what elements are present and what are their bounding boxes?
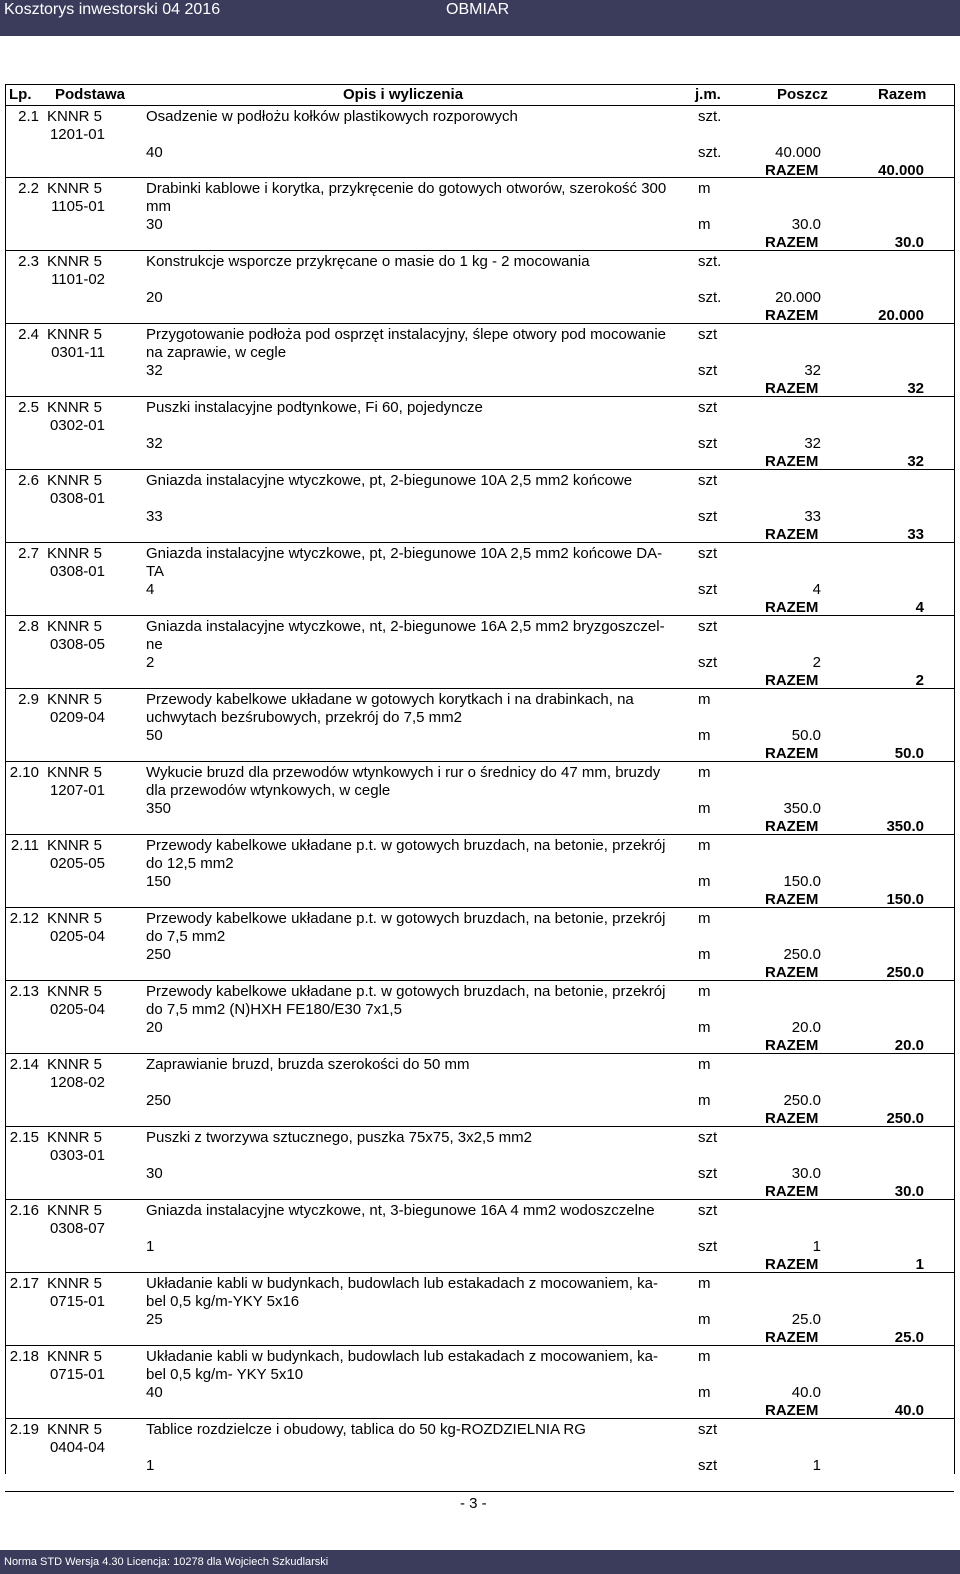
row-podstawa-code: KNNR 5 [47,472,103,489]
row-calc-unit: szt. [698,144,722,161]
row-description: Układanie kabli w budynkach, budowlach lub estakadach z mocowaniem, ka- [146,1275,658,1292]
row-razem: 20.000 [878,307,924,324]
row-poszcz: 1 [812,1457,821,1474]
row-description: mm [146,198,171,215]
table-row [5,470,954,543]
row-lp: 2.15 [9,1129,39,1146]
row-poszcz: 50.0 [791,727,821,744]
row-lp: 2.6 [18,472,39,489]
row-description: Puszki z tworzywa sztucznego, puszka 75x75, 3x2,5 mm2 [146,1129,533,1146]
row-calc-unit: szt [698,362,718,379]
col-lp: Lp. [9,86,32,103]
row-calc-unit: m [698,727,711,744]
row-description: dla przewodów wtynkowych, w cegle [146,782,391,799]
row-unit: m [698,1056,711,1073]
table-border-right [954,84,955,1474]
row-description: bel 0,5 kg/m- YKY 5x10 [146,1366,304,1383]
row-podstawa-num: 0205-05 [49,855,105,872]
row-lp: 2.18 [9,1348,39,1365]
row-calc-unit: szt [698,1238,718,1255]
row-poszcz: 33 [804,508,821,525]
row-poszcz: 32 [804,435,821,452]
row-poszcz: 4 [812,581,821,598]
row-razem-label: RAZEM [765,891,819,908]
row-podstawa-code: KNNR 5 [47,1056,103,1073]
row-description: Przewody kabelkowe układane w gotowych korytkach i na drabinkach, na [146,691,634,708]
row-description: Przewody kabelkowe układane p.t. w gotowych bruzdach, na betonie, przekrój [146,837,666,854]
row-calc: 1 [146,1457,155,1474]
row-lp: 2.9 [18,691,39,708]
row-podstawa-code: KNNR 5 [47,1202,103,1219]
row-poszcz: 20.000 [775,289,821,306]
row-unit: m [698,1348,711,1365]
row-calc-unit: szt. [698,289,722,306]
document-header-bar [0,0,960,36]
row-podstawa-num: 1201-01 [49,126,105,143]
row-poszcz: 250.0 [783,946,821,963]
table-row [5,689,954,762]
table-border-left [5,84,6,1474]
row-description: Przewody kabelkowe układane p.t. w gotowych bruzdach, na betonie, przekrój [146,910,666,927]
row-poszcz: 350.0 [783,800,821,817]
row-calc: 20 [146,1019,163,1036]
col-opis: Opis i wyliczenia [343,86,464,103]
table-row [5,543,954,616]
row-calc: 40 [146,144,163,161]
row-calc-unit: m [698,1311,711,1328]
row-razem: 20.0 [894,1037,924,1054]
row-razem: 250.0 [886,964,924,981]
row-calc: 1 [146,1238,155,1255]
row-poszcz: 30.0 [791,1165,821,1182]
row-razem: 33 [907,526,924,543]
row-unit: szt [698,545,718,562]
document-section: OBMIAR [446,1,510,18]
row-calc: 150 [146,873,172,890]
row-poszcz: 32 [804,362,821,379]
row-razem-label: RAZEM [765,1183,819,1200]
row-podstawa-num: 0308-07 [49,1220,105,1237]
row-razem-label: RAZEM [765,526,819,543]
row-unit: m [698,910,711,927]
row-razem: 30.0 [894,1183,924,1200]
row-poszcz: 2 [812,654,821,671]
row-calc-unit: m [698,800,711,817]
row-lp: 2.13 [9,983,39,1000]
row-description: Przygotowanie podłoża pod osprzęt instalacyjny, ślepe otwory pod mocowanie [146,326,667,343]
row-calc: 30 [146,216,163,233]
row-description: uchwytach bezśrubowych, przekrój do 7,5 mm2 [146,709,462,726]
row-calc: 50 [146,727,163,744]
row-calc-unit: szt [698,435,718,452]
table-row [5,251,954,324]
row-poszcz: 20.0 [791,1019,821,1036]
row-calc-unit: szt [698,1457,718,1474]
row-razem: 50.0 [894,745,924,762]
row-podstawa-code: KNNR 5 [47,910,103,927]
row-podstawa-num: 0205-04 [49,1001,105,1018]
row-podstawa-code: KNNR 5 [47,253,103,270]
row-poszcz: 25.0 [791,1311,821,1328]
row-razem: 1 [915,1256,924,1273]
row-lp: 2.7 [18,545,39,562]
row-lp: 2.4 [18,326,39,343]
row-poszcz: 40.000 [775,144,821,161]
row-description: na zaprawie, w cegle [146,344,287,361]
row-description: do 12,5 mm2 [146,855,234,872]
row-razem-label: RAZEM [765,307,819,324]
row-lp: 2.3 [18,253,39,270]
row-podstawa-code: KNNR 5 [47,983,103,1000]
col-jm: j.m. [695,86,721,103]
row-description: do 7,5 mm2 [146,928,226,945]
row-podstawa-code: KNNR 5 [47,1421,103,1438]
row-poszcz: 150.0 [783,873,821,890]
row-calc-unit: m [698,1092,711,1109]
row-calc: 33 [146,508,163,525]
row-podstawa-num: 0404-04 [49,1439,105,1456]
row-calc: 40 [146,1384,163,1401]
row-podstawa-code: KNNR 5 [47,326,103,343]
row-calc-unit: m [698,1019,711,1036]
row-calc-unit: m [698,216,711,233]
row-unit: szt. [698,253,722,270]
row-calc: 4 [146,581,155,598]
table-body [5,106,954,1492]
row-podstawa-num: 0205-04 [49,928,105,945]
row-razem: 350.0 [886,818,924,835]
row-unit: szt [698,1202,718,1219]
row-lp: 2.16 [9,1202,39,1219]
row-unit: m [698,983,711,1000]
row-podstawa-code: KNNR 5 [47,691,103,708]
row-podstawa-num: 0303-01 [49,1147,105,1164]
row-podstawa-code: KNNR 5 [47,618,103,635]
row-lp: 2.11 [10,837,39,854]
row-lp: 2.2 [18,180,39,197]
row-podstawa-num: 0308-01 [49,490,105,507]
table-row [5,1419,954,1492]
col-podstawa: Podstawa [55,86,126,103]
row-razem: 2 [915,672,924,689]
table-header [5,84,954,106]
row-description: Osadzenie w podłożu kołków plastikowych rozporowych [146,108,518,125]
row-calc: 25 [146,1311,163,1328]
row-podstawa-num: 0302-01 [49,417,105,434]
row-podstawa-code: KNNR 5 [47,399,103,416]
row-lp: 2.1 [18,108,39,125]
row-podstawa-num: 0715-01 [49,1293,105,1310]
row-razem: 32 [907,453,924,470]
row-razem: 40.000 [878,162,924,179]
row-poszcz: 250.0 [783,1092,821,1109]
table-row [5,1273,954,1346]
row-description: Gniazda instalacyjne wtyczkowe, pt, 2-biegunowe 10A 2,5 mm2 końcowe DA- [146,545,663,562]
row-podstawa-num: 1105-01 [51,198,105,215]
row-calc: 350 [146,800,172,817]
row-unit: m [698,180,711,197]
row-unit: szt [698,326,718,343]
row-razem-label: RAZEM [765,1329,819,1346]
row-description: Tablice rozdzielcze i obudowy, tablica do 50 kg-ROZDZIELNIA RG [146,1421,586,1438]
row-unit: szt [698,618,718,635]
row-description: Drabinki kablowe i korytka, przykręcenie do gotowych otworów, szerokość 300 [146,180,667,197]
row-description: TA [146,563,165,580]
row-calc-unit: m [698,873,711,890]
row-razem: 150.0 [886,891,924,908]
row-poszcz: 40.0 [791,1384,821,1401]
row-podstawa-code: KNNR 5 [47,764,103,781]
row-podstawa-num: 1208-02 [49,1074,105,1091]
row-podstawa-num: 0715-01 [49,1366,105,1383]
row-calc-unit: szt [698,508,718,525]
row-lp: 2.17 [9,1275,39,1292]
row-razem: 40.0 [894,1402,924,1419]
row-unit: szt [698,1129,718,1146]
document-title: Kosztorys inwestorski 04 2016 [4,1,221,18]
table-row [5,106,954,178]
row-podstawa-code: KNNR 5 [47,108,103,125]
row-calc: 32 [146,435,163,452]
col-poszcz: Poszcz [777,86,828,103]
obmiar-table [5,84,954,1492]
row-poszcz: 30.0 [791,216,821,233]
row-razem: 32 [907,380,924,397]
row-podstawa-code: KNNR 5 [47,545,103,562]
row-unit: szt [698,472,718,489]
table-row [5,908,954,981]
row-description: Zaprawianie bruzd, bruzda szerokości do 50 mm [146,1056,470,1073]
row-razem: 25.0 [894,1329,924,1346]
row-podstawa-num: 0308-05 [49,636,105,653]
row-unit: m [698,837,711,854]
row-calc: 20 [146,289,163,306]
row-podstawa-code: KNNR 5 [47,837,103,854]
table-row [5,616,954,689]
row-razem-label: RAZEM [765,1402,819,1419]
row-razem: 4 [915,599,924,616]
row-podstawa-code: KNNR 5 [47,1348,103,1365]
footer-bar [0,1550,960,1574]
row-calc-unit: szt [698,581,718,598]
row-lp: 2.12 [9,910,39,927]
license-text: Norma STD Wersja 4.30 Licencja: 10278 dla Wojciech Szkudlarski [4,1556,329,1568]
row-podstawa-num: 0308-01 [49,563,105,580]
row-razem-label: RAZEM [765,234,819,251]
row-calc-unit: m [698,946,711,963]
table-row [5,1200,954,1273]
row-unit: m [698,764,711,781]
row-lp: 2.10 [9,764,39,781]
row-lp: 2.19 [9,1421,39,1438]
row-podstawa-num: 0301-11 [51,344,105,361]
row-podstawa-code: KNNR 5 [47,180,103,197]
row-description: Przewody kabelkowe układane p.t. w gotowych bruzdach, na betonie, przekrój [146,983,666,1000]
row-unit: szt [698,1421,718,1438]
row-razem-label: RAZEM [765,380,819,397]
row-razem-label: RAZEM [765,818,819,835]
row-description: Wykucie bruzd dla przewodów wtynkowych i rur o średnicy do 47 mm, bruzdy [146,764,661,781]
row-razem-label: RAZEM [765,162,819,179]
row-unit: szt [698,399,718,416]
row-description: Układanie kabli w budynkach, budowlach lub estakadach z mocowaniem, ka- [146,1348,658,1365]
row-calc: 2 [146,654,155,671]
row-calc: 250 [146,1092,172,1109]
row-description: Gniazda instalacyjne wtyczkowe, nt, 3-biegunowe 16A 4 mm2 wodoszczelne [146,1202,655,1219]
row-description: Gniazda instalacyjne wtyczkowe, nt, 2-biegunowe 16A 2,5 mm2 bryzgoszczel- [146,618,665,635]
row-podstawa-code: KNNR 5 [47,1275,103,1292]
row-razem-label: RAZEM [765,599,819,616]
row-razem: 30.0 [894,234,924,251]
table-row [5,397,954,470]
row-description: ne [146,636,163,653]
table-row [5,835,954,908]
row-podstawa-code: KNNR 5 [47,1129,103,1146]
row-description: Gniazda instalacyjne wtyczkowe, pt, 2-biegunowe 10A 2,5 mm2 końcowe [146,472,633,489]
row-unit: szt. [698,108,722,125]
table-row [5,1127,954,1200]
table-row [5,762,954,835]
row-calc: 32 [146,362,163,379]
row-poszcz: 1 [812,1238,821,1255]
row-calc-unit: szt [698,654,718,671]
table-row [5,1054,954,1127]
row-lp: 2.14 [9,1056,39,1073]
row-lp: 2.8 [18,618,39,635]
page-number: - 3 - [460,1495,487,1512]
row-calc-unit: m [698,1384,711,1401]
row-podstawa-num: 1207-01 [49,782,105,799]
col-razem: Razem [878,86,927,103]
row-calc-unit: szt [698,1165,718,1182]
row-razem-label: RAZEM [765,1110,819,1127]
table-row [5,1346,954,1419]
row-razem-label: RAZEM [765,453,819,470]
row-unit: m [698,1275,711,1292]
row-razem: 250.0 [886,1110,924,1127]
table-row [5,981,954,1054]
row-unit: m [698,691,711,708]
row-description: bel 0,5 kg/m-YKY 5x16 [146,1293,300,1310]
row-description: Puszki instalacyjne podtynkowe, Fi 60, pojedyncze [146,399,483,416]
row-razem-label: RAZEM [765,745,819,762]
row-podstawa-num: 0209-04 [49,709,105,726]
row-razem-label: RAZEM [765,672,819,689]
row-calc: 30 [146,1165,163,1182]
row-podstawa-num: 1101-02 [51,271,105,288]
table-row [5,178,954,251]
row-description: do 7,5 mm2 (N)HXH FE180/E30 7x1,5 [146,1001,402,1018]
row-razem-label: RAZEM [765,964,819,981]
row-razem-label: RAZEM [765,1256,819,1273]
row-razem-label: RAZEM [765,1037,819,1054]
row-lp: 2.5 [18,399,39,416]
table-row [5,324,954,397]
row-calc: 250 [146,946,172,963]
row-description: Konstrukcje wsporcze przykręcane o masie do 1 kg - 2 mocowania [146,253,590,270]
